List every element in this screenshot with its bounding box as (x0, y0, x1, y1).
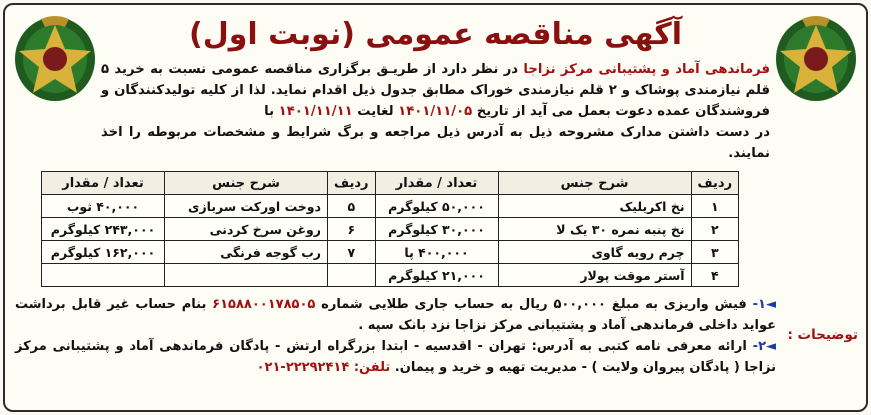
table-row (42, 241, 739, 264)
table-header-row (42, 172, 739, 195)
header-quantity: تعداد / مقدار (375, 172, 498, 195)
bullet-arrow-icon: ◄ (765, 297, 776, 312)
item-quantity: ۴۰,۰۰۰ ثوب (42, 195, 165, 218)
note-number: ۲- (752, 339, 766, 354)
intro-text: با (264, 104, 279, 119)
item-description: روغن سرخ کردنی (165, 218, 328, 241)
note-text: فیش واریزی به مبلغ ۵۰۰,۰۰۰ ریال به حساب جاری طلایی شماره (315, 297, 753, 312)
advertisement-frame (3, 3, 868, 412)
row-number: ۱ (691, 195, 739, 218)
empty-cell (328, 264, 376, 287)
account-number: ۶۱۵۸۸۰۰۱۷۸۵۰۵ (212, 297, 316, 312)
table-row (42, 218, 739, 241)
item-description: نخ پنبه نمره ۳۰ یک لا (498, 218, 691, 241)
empty-cell (42, 264, 165, 287)
item-quantity: ۵۰,۰۰۰ کیلوگرم (375, 195, 498, 218)
intro-text: در نظر دارد از طریـق برگزاری مناقصه عمومی نسبت به خرید ۵ قلم نیازمندی پوشاک و ۲ قلم نیازمندی خوراک مطابق جدول ذیل اقدام نماید. لذا از کلیه تولیدکنندگان و فروشندگان عمده دعوت بعمل می آید از تاریخ (101, 62, 770, 119)
item-description: رب گوجه فرنگی (165, 241, 328, 264)
item-quantity: ۲۱,۰۰۰ کیلوگرم (375, 264, 498, 287)
organization-name: فرماندهی آماد و پشتیبانی مرکز نزاجا (523, 62, 770, 77)
row-number: ۵ (328, 195, 376, 218)
header-row-number: ردیف (328, 172, 376, 195)
note-text: ارائه معرفی نامه کتبی به آدرس: تهران - اقدسیه - ابتدا بزرگراه ارتش - پادگان فرماندهی آماد و پشتیبانی مرکز نزاجا ( پادگان پیروان ولایت ) - مدیریت تهیه و خرید و پیمان. (15, 339, 776, 375)
empty-cell (165, 264, 328, 287)
table-row (42, 264, 739, 287)
date-from: ۱۴۰۱/۱۱/۰۵ (398, 104, 473, 119)
item-description: چرم رویه گاوی (498, 241, 691, 264)
header-row-number: ردیف (691, 172, 739, 195)
note-number: ۱- (752, 297, 766, 312)
intro-text-end: در دست داشتن مدارک مشروحه ذیل به آدرس ذیل مراجعه و برگ شرایط و مشخصات مربوطه را اخذ نمایند. (101, 125, 770, 161)
items-table (41, 171, 739, 287)
intro-text: لغایت (352, 104, 399, 119)
army-emblem-icon (11, 11, 99, 103)
item-quantity: ۳۰,۰۰۰ کیلوگرم (375, 218, 498, 241)
page-title: آگهی مناقصه عمومی (نوبت اول) (189, 17, 682, 52)
note-item (15, 294, 776, 336)
bullet-arrow-icon: ◄ (766, 339, 776, 354)
item-description: آستر موقت پولار (498, 264, 691, 287)
header-description: شرح جنس (165, 172, 328, 195)
note-item (15, 336, 776, 378)
item-quantity: ۴۰۰,۰۰۰ پا (375, 241, 498, 264)
item-description: دوخت اورکت سربازی (165, 195, 328, 218)
notes-label: توضیحات : (787, 327, 858, 343)
row-number: ۳ (691, 241, 739, 264)
item-quantity: ۱۶۲,۰۰۰ کیلوگرم (42, 241, 165, 264)
row-number: ۷ (328, 241, 376, 264)
army-emblem-icon (772, 11, 860, 103)
phone-number: تلفن: ۲۲۲۹۲۴۱۴-۰۲۱ (256, 360, 391, 375)
intro-paragraph (101, 59, 770, 164)
table-row (42, 195, 739, 218)
row-number: ۶ (328, 218, 376, 241)
header-quantity: تعداد / مقدار (42, 172, 165, 195)
notes-section (15, 294, 776, 378)
item-quantity: ۲۴۳,۰۰۰ کیلوگرم (42, 218, 165, 241)
header-description: شرح جنس (498, 172, 691, 195)
note-text: بنام حساب غیر قابل برداشت عواید داخلی فرماندهی آماد و پشتیبانی مرکز نزاجا نزد بانک سپه . (15, 297, 776, 333)
item-description: نخ اکریلیک (498, 195, 691, 218)
row-number: ۴ (691, 264, 739, 287)
date-to: ۱۴۰۱/۱۱/۱۱ (278, 104, 353, 119)
row-number: ۲ (691, 218, 739, 241)
